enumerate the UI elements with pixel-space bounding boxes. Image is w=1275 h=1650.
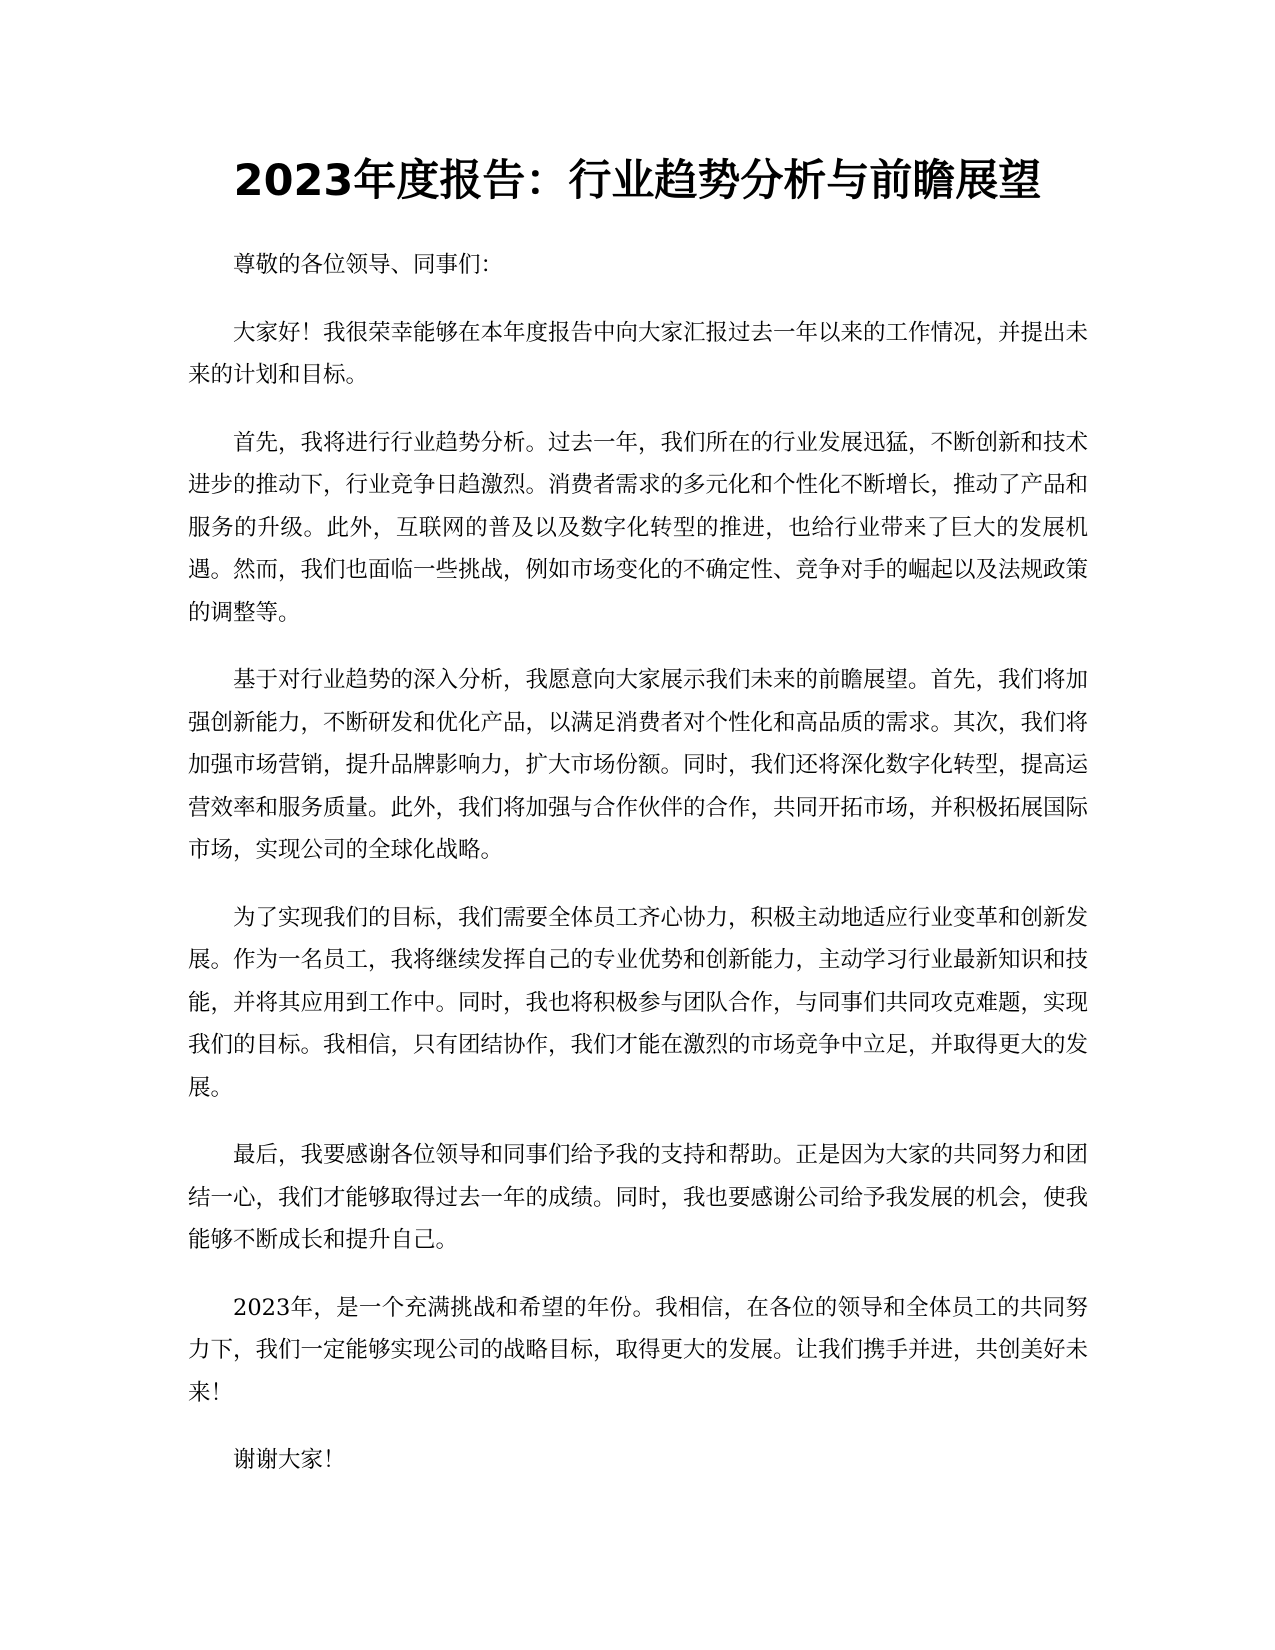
paragraph-closing: 谢谢大家！ <box>233 1447 346 1473</box>
paragraph-outlook: 基于对行业趋势的深入分析，我愿意向大家展示我们未来的前瞻展望。首先，我们将加强创新能力，不断研发和优化产品，以满足消费者对个性化和高品质的需求。其次，我们将加强市场营销，提升品牌影响力，扩大市场份额。同时，我们还将深化数字化转型，提高运营效率和服务质量。此外，我们将加强与合作伙伴的合作，共同开拓市场，并积极拓展国际市场，实现公司的全球化战略。 <box>188 667 1089 863</box>
paragraph-thanks: 最后，我要感谢各位领导和同事们给予我的支持和帮助。正是因为大家的共同努力和团结一心，我们才能够取得过去一年的成绩。同时，我也要感谢公司给予我发展的机会，使我能够不断成长和提升自己。 <box>188 1142 1089 1253</box>
paragraph-industry-analysis: 首先，我将进行行业趋势分析。过去一年，我们所在的行业发展迅猛，不断创新和技术进步的推动下，行业竞争日趋激烈。消费者需求的多元化和个性化不断增长，推动了产品和服务的升级。此外，互联网的普及以及数字化转型的推进，也给行业带来了巨大的发展机遇。然而，我们也面临一些挑战，例如市场变化的不确定性、竞争对手的崛起以及法规政策的调整等。 <box>188 429 1089 626</box>
paragraph-salutation: 尊敬的各位领导、同事们： <box>233 252 504 278</box>
document-body <box>188 244 1088 1507</box>
paragraph-teamwork: 为了实现我们的目标，我们需要全体员工齐心协力，积极主动地适应行业变革和创新发展。作为一名员工，我将继续发挥自己的专业优势和创新能力，主动学习行业最新知识和技能，并将其应用到工作中。同时，我也将积极参与团队合作，与同事们共同攻克难题，实现我们的目标。我相信，只有团结协作，我们才能在激烈的市场竞争中立足，并取得更大的发展。 <box>188 904 1089 1101</box>
paragraph-greeting: 大家好！我很荣幸能够在本年度报告中向大家汇报过去一年以来的工作情况，并提出未来的计划和目标。 <box>188 319 1089 388</box>
paragraph-conclusion: 2023年，是一个充满挑战和希望的年份。我相信，在各位的领导和全体员工的共同努力下，我们一定能够实现公司的战略目标，取得更大的发展。让我们携手并进，共创美好未来！ <box>188 1294 1089 1406</box>
document-title: 2023年度报告：行业趋势分析与前瞻展望 <box>233 156 1042 206</box>
